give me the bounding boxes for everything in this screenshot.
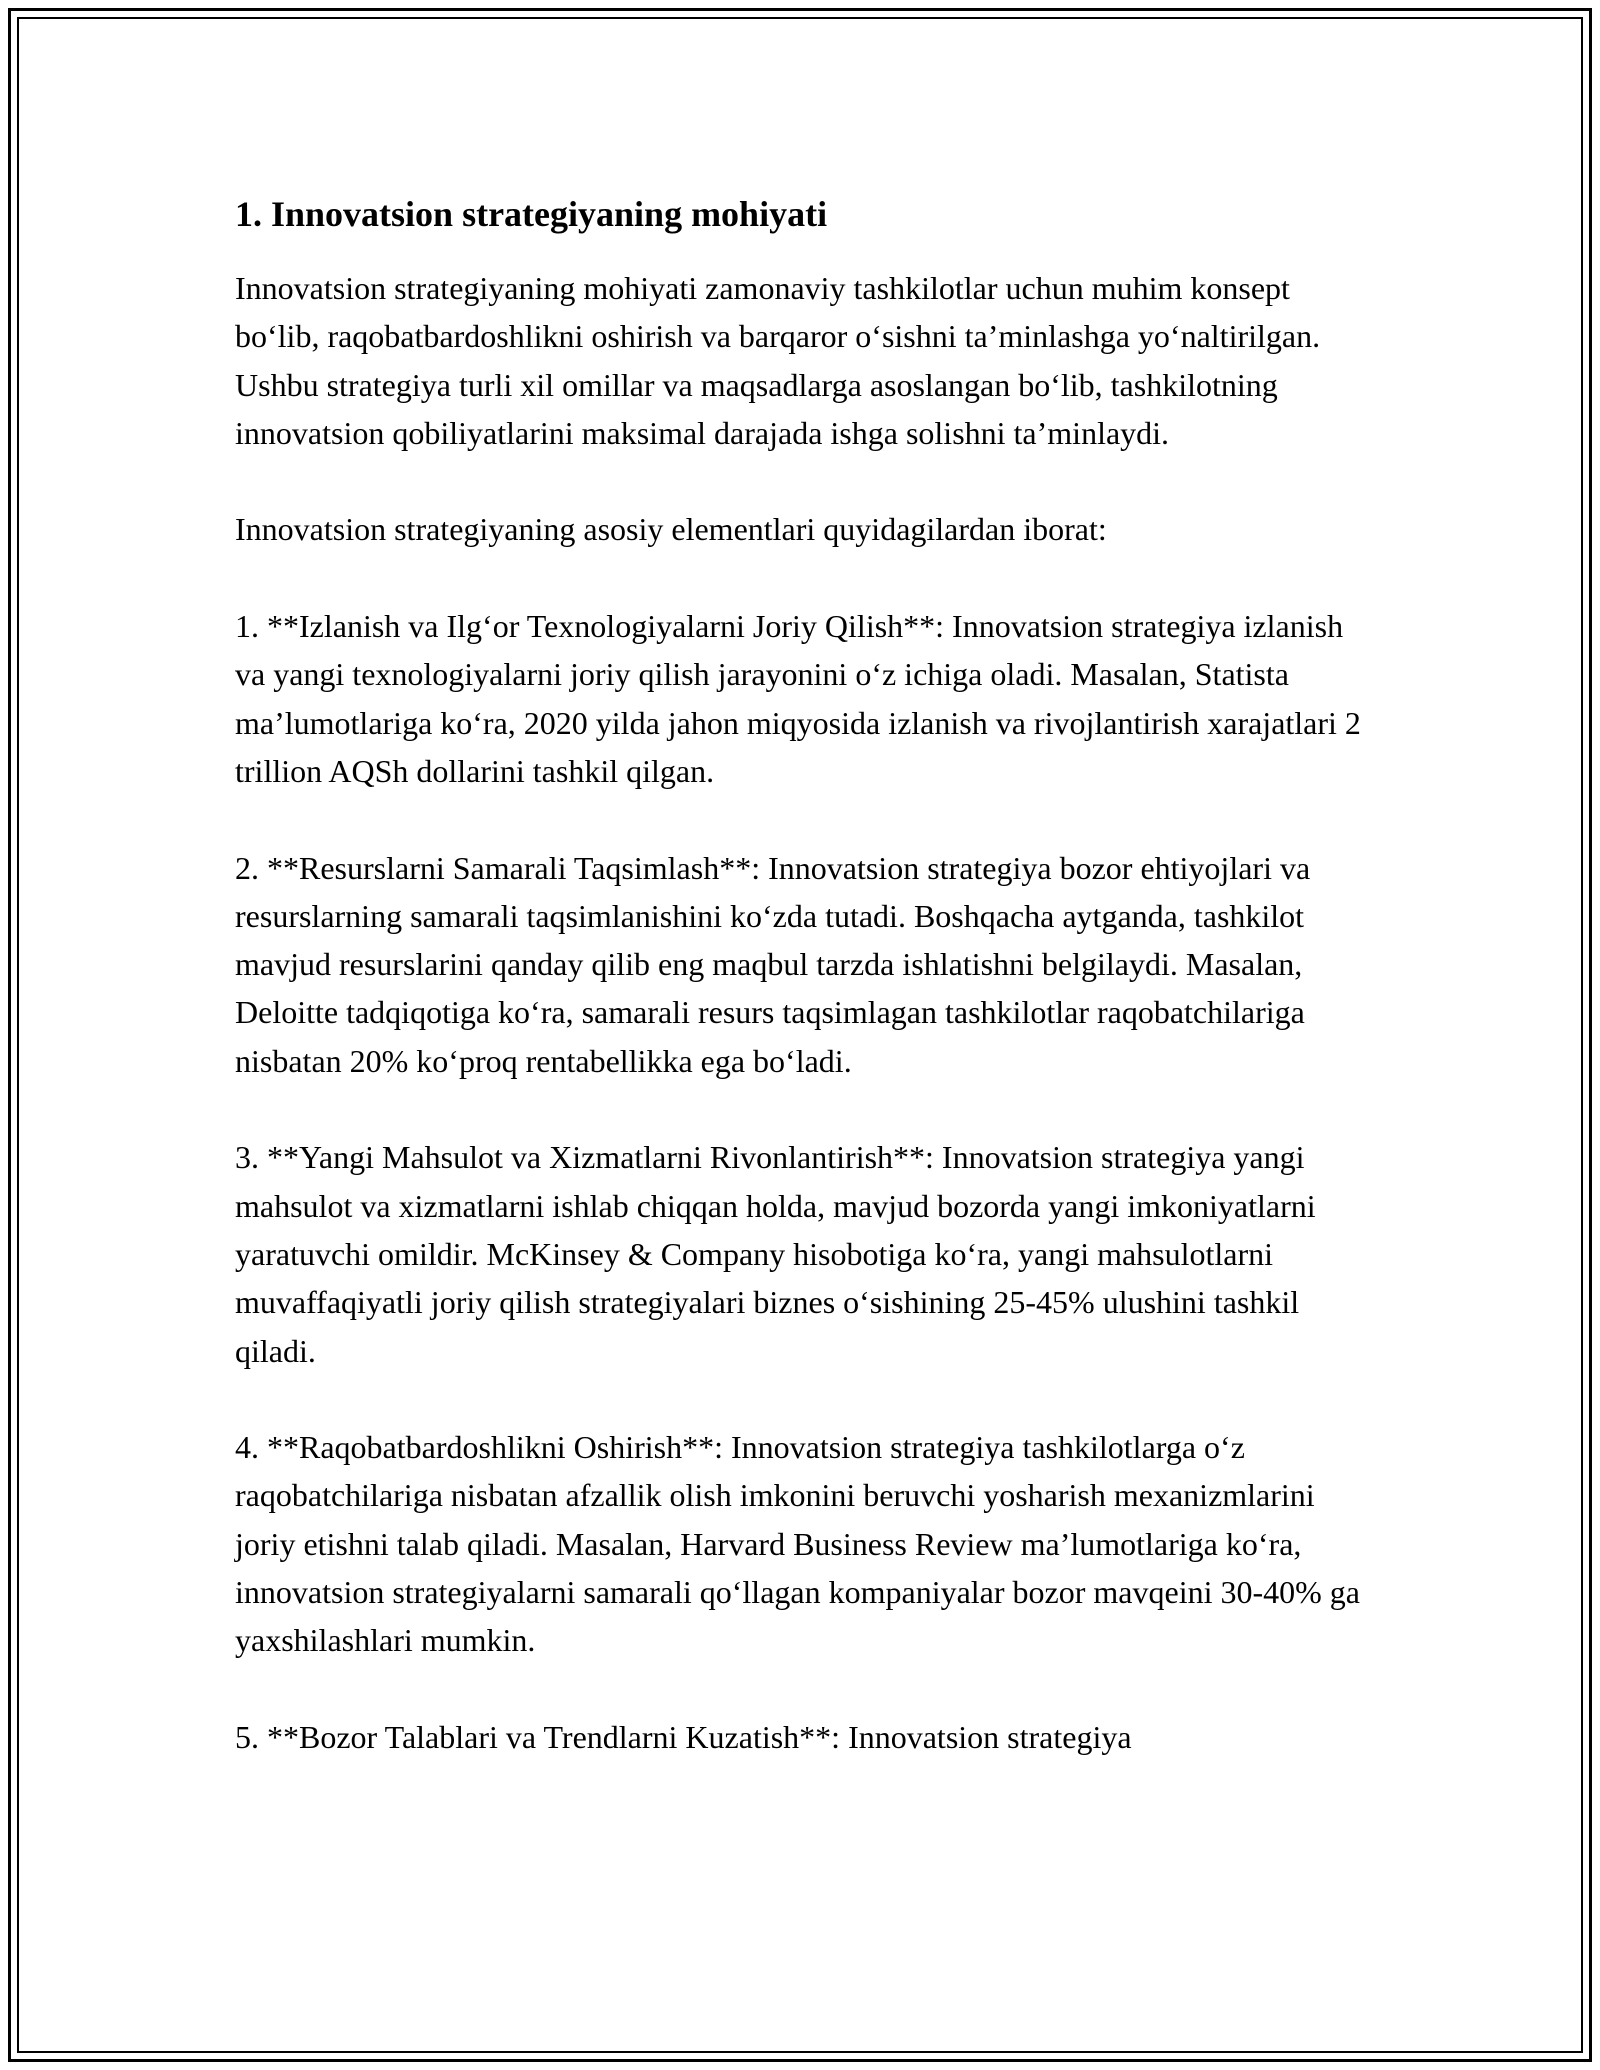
list-item-market-trends: 5. **Bozor Talablari va Trendlarni Kuzatish**: Innovatsion strategiya	[235, 1718, 1132, 1755]
list-item-new-products: 3. **Yangi Mahsulot va Xizmatlarni Rivonlantirish**: Innovatsion strategiya yangi mahsulot va xizmatlarni ishlab chiqqan holda, mavjud bozorda yangi imkoniyatlarni yaratuvchi omildir. McKinsey & Company hisobotiga ko‘ra, yangi mahsulotlarni muvaffaqiyatli joriy qilish strategiyalari biznes o‘sishining 25-45% ulushini tashkil qiladi.	[235, 1139, 1316, 1369]
document-body	[235, 186, 1375, 1761]
intro-paragraph: Innovatsion strategiyaning mohiyati zamonaviy tashkilotlar uchun muhim konsept bo‘lib, raqobatbardoshlikni oshirish va barqaror o‘sishni ta’minlashga yo‘naltirilgan. Ushbu strategiya turli xil omillar va maqsadlarga asoslangan bo‘lib, tashkilotning innovatsion qobiliyatlarini maksimal darajada ishga solishni ta’minlaydi.	[235, 270, 1321, 451]
list-item-research: 1. **Izlanish va Ilg‘or Texnologiyalarni Joriy Qilish**: Innovatsion strategiya izlanish va yangi texnologiyalarni joriy qilish jarayonini o‘z ichiga oladi. Masalan, Statista ma’lumotlariga ko‘ra, 2020 yilda jahon miqyosida izlanish va rivojlantirish xarajatlari 2 trillion AQSh dollarini tashkil qilgan.	[235, 608, 1361, 789]
list-item-resources: 2. **Resurslarni Samarali Taqsimlash**: Innovatsion strategiya bozor ehtiyojlari va resurslarning samarali taqsimlanishini ko‘zda tutadi. Boshqacha aytganda, tashkilot mavjud resurslarini qanday qilib eng maqbul tarzda ishlatishni belgilaydi. Masalan, Deloitte tadqiqotiga ko‘ra, samarali resurs taqsimlagan tashkilotlar raqobatchilariga nisbatan 20% ko‘proq rentabellikka ega bo‘ladi.	[235, 849, 1311, 1079]
section-heading: 1. Innovatsion strategiyaning mohiyati	[235, 194, 828, 234]
elements-lead-paragraph: Innovatsion strategiyaning asosiy elementlari quyidagilardan iborat:	[235, 511, 1107, 548]
list-item-competitiveness: 4. **Raqobatbardoshlikni Oshirish**: Innovatsion strategiya tashkilotlarga o‘z raqobatchilariga nisbatan afzallik olish imkonini beruvchi yosharish mexanizmlarini joriy etishni talab qiladi. Masalan, Harvard Business Review ma’lumotlariga ko‘ra, innovatsion strategiyalarni samarali qo‘llagan kompaniyalar bozor mavqeini 30-40% ga yaxshilashlari mumkin.	[235, 1429, 1360, 1659]
